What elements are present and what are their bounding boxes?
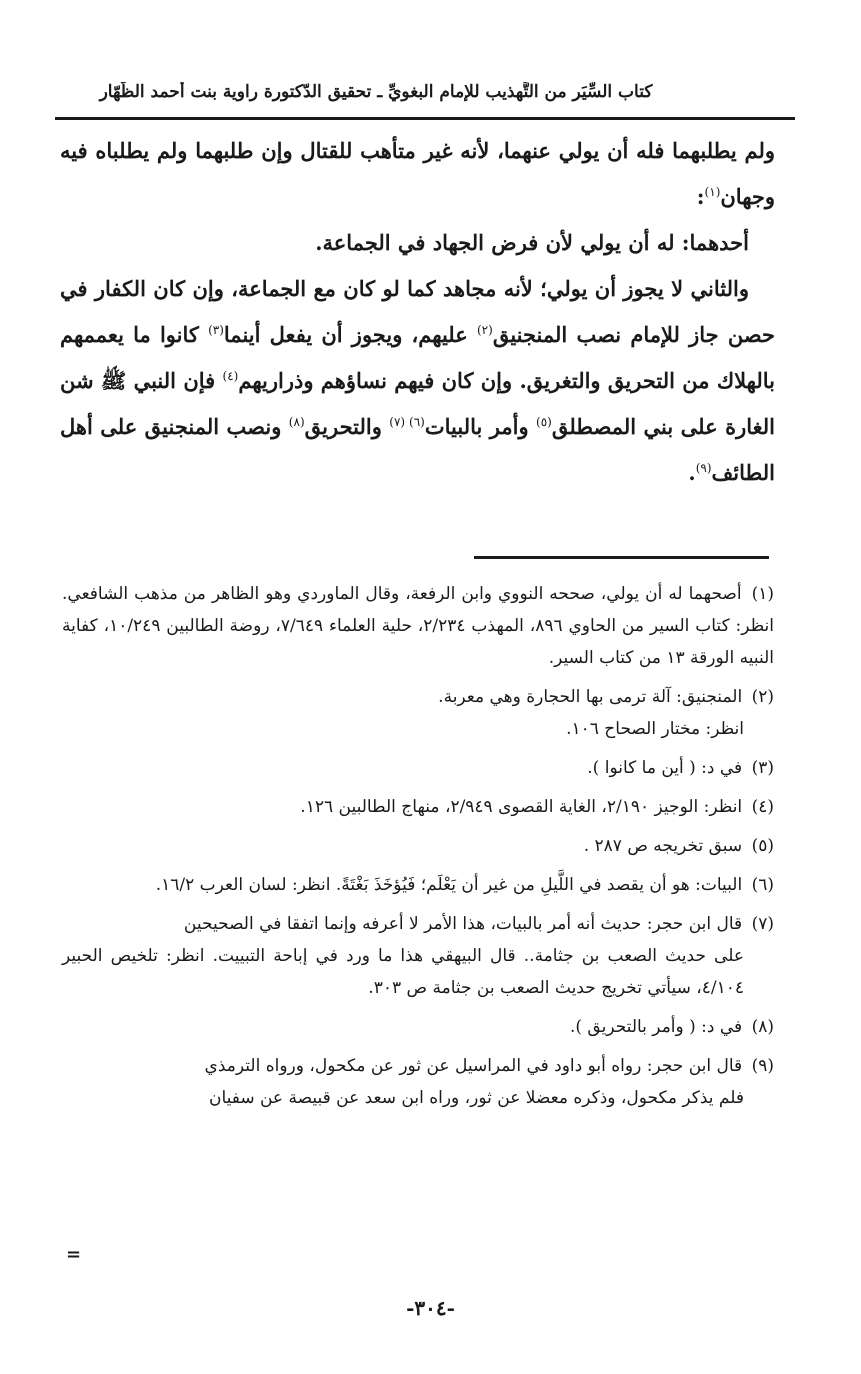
footnote-5: (٥) سبق تخريجه ص ٢٨٧ . xyxy=(583,836,774,856)
paragraph-3: والثاني لا يجوز أن يولي؛ لأنه مجاهد كما لو كان مع الجماعة، وإن كان الكفار في حصن جاز للإمام نصب المنجنيق$^{(٢)}$ عليهم، ويجوز أن يفعل أينما$^{(٣)}$ كانوا ما يعممهم بالهلاك من التحريق والتغريق. وإن كان فيهم نساؤهم وذراريهم$^{(٤)}$ فإن النبي ﷺ شن الغارة على بني المصطلق$^{(٥)}$ وأمر بالبيات$^{(٦) (٧)}$ والتحريق$^{(٨)}$ ونصب المنجنيق على أهل الطائف$^{(٩)}$. xyxy=(60,276,776,485)
footnotes xyxy=(62,578,774,1121)
footnote-ref-8: (٨) xyxy=(288,415,305,429)
footnote-ref-3: (٣) xyxy=(208,323,224,337)
footnote-8: (٨) في د: ( وأمر بالتحريق ). xyxy=(569,1017,774,1037)
main-text xyxy=(60,128,775,496)
footnote-ref-5: (٥) xyxy=(536,415,552,429)
footnote-1: (١) أصحهما له أن يولي، صححه النووي وابن الرفعة، وقال الماوردي وهو الظاهر من مذهب الشافعي. انظر: كتاب السير من الحاوي ٨٩٦، المهذب ٢/٢٣٤، حلية العلماء ٧/٦٤٩، روضة الطالبين ١٠/٢٤٩، كفاية النبيه الورقة ١٣ من كتاب السير. xyxy=(62,584,775,668)
footnote-ref-1: (١) xyxy=(704,185,721,199)
footnote-ref-4: (٤) xyxy=(222,369,239,383)
paragraph-2: أحدهما: له أن يولي لأن فرض الجهاد في الجماعة. xyxy=(315,230,749,255)
footnote-ref-6-7: (٦) (٧) xyxy=(389,415,425,429)
header-rule xyxy=(55,117,795,120)
paragraph-1: ولم يطلبهما فله أن يولي عنهما، لأنه غير متأهب للقتال وإن طلبهما ولم يطلباه فيه وجهان$^{(١)}$: xyxy=(60,138,775,209)
footnote-separator xyxy=(474,556,769,559)
running-header: كتاب السِّيَر من التَّهذيب للإمام البغويِّ ـ تحقيق الدّكتورة راوية بنت أحمد الظَّهّار xyxy=(99,82,653,102)
page-number: -٣٠٤- xyxy=(406,1296,455,1320)
footnote-4: (٤) انظر: الوجيز ٢/١٩٠، الغاية القصوى ٢/٩٤٩، منهاج الطالبين ١٢٦. xyxy=(300,797,774,817)
footnote-3: (٣) في د: ( أين ما كانوا ). xyxy=(587,758,774,778)
footnote-9: (٩) قال ابن حجر: رواه أبو داود في المراسيل عن ثور عن مكحول، ورواه الترمذي فلم يذكر مكحول، وذكره معضلا عن ثور، وراه ابن سعد عن قبيصة عن سفيان xyxy=(204,1056,774,1108)
footnote-2: (٢) المنجنيق: آلة ترمى بها الحجارة وهي معربة. انظر: مختار الصحاح ١٠٦. xyxy=(438,687,774,739)
continuation-mark: = xyxy=(66,1244,82,1265)
footnote-7: (٧) قال ابن حجر: حديث أنه أمر بالبيات، هذا الأمر لا أعرفه وإنما اتفقا في الصحيحين على حديث الصعب بن جثامة.. قال البيهقي هذا ما ورد في إباحة التبييت. انظر: تلخيص الحبير ٤/١٠٤، سيأتي تخريج حديث الصعب بن جثامة ص ٣٠٣. xyxy=(62,914,774,998)
footnote-ref-2: (٢) xyxy=(476,323,493,337)
footnote-ref-9: (٩) xyxy=(695,461,712,475)
footnote-6: (٦) البيات: هو أن يقصد في اللَّيلِ من غير أن يَعْلَم؛ فَيُؤخَذَ بَغْتَةً. انظر: لسان العرب ١٦/٢. xyxy=(155,875,774,895)
